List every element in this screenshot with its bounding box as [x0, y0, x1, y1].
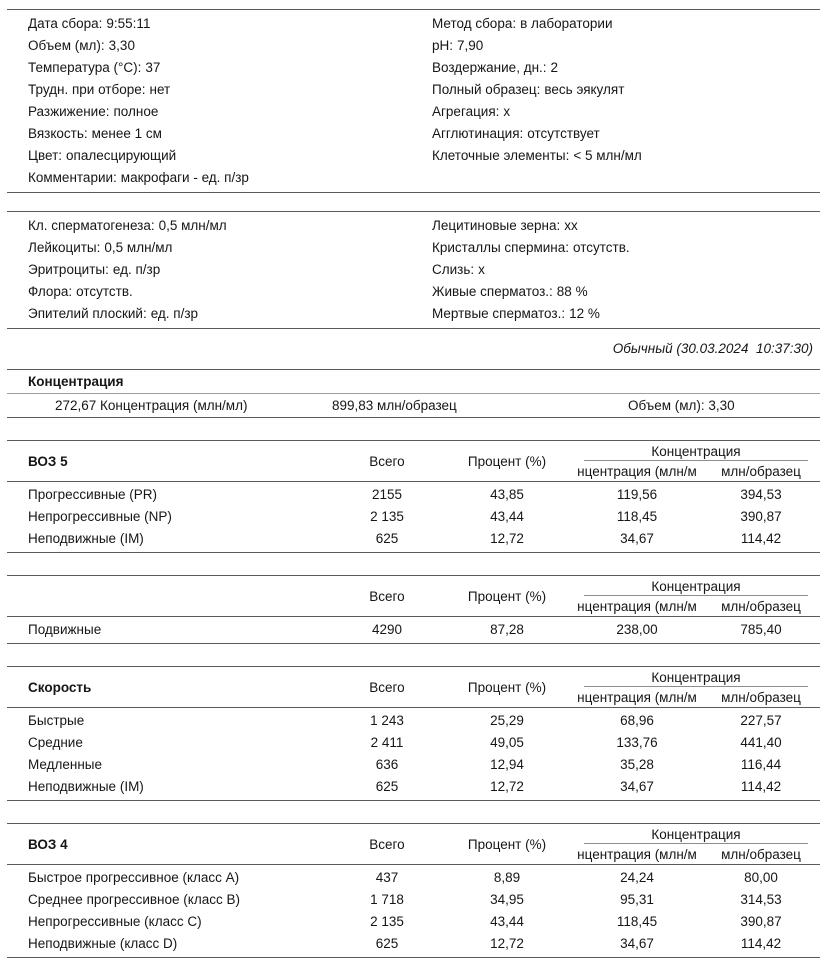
table-header [7, 667, 820, 707]
info-label: Кристаллы спермина: [432, 240, 570, 255]
table-body [0, 482, 827, 552]
info-value: ед. п/зр [112, 262, 161, 277]
header-percent: Процент (%) [467, 836, 547, 852]
table-cell: 34,95 [490, 892, 524, 907]
who4-table [0, 823, 827, 958]
info-row [28, 215, 432, 237]
table-row [7, 506, 820, 528]
table-cell: 49,05 [490, 735, 524, 750]
table-cell: 43,44 [490, 509, 524, 524]
info-row [432, 57, 827, 79]
table-cell: 238,00 [616, 622, 658, 637]
table-cell: 390,87 [740, 509, 782, 524]
concentration-subheaders [572, 690, 820, 707]
table-row [7, 619, 820, 641]
table-cell: 35,28 [620, 757, 654, 772]
info-row [28, 123, 432, 145]
subheader-conc-per-sample: млн/образец [721, 599, 801, 614]
table-body [0, 708, 827, 800]
row-label: Неподвижные (IM) [28, 779, 144, 794]
subheader-conc-per-sample: млн/образец [721, 847, 801, 862]
info-row [28, 237, 432, 259]
subheader-conc-per-ml: нцентрация (млн/м [577, 690, 697, 705]
table-cell: 12,94 [490, 757, 524, 772]
row-label: Быстрое прогрессивное (класс A) [28, 870, 240, 885]
table-row [7, 710, 820, 732]
header-concentration-group [572, 667, 820, 707]
info-label: Вязкость: [28, 126, 88, 141]
info-label: Комментарии: [28, 170, 117, 185]
table-cell: 34,67 [620, 936, 654, 951]
table-cell: 34,67 [620, 779, 654, 794]
info-label: Агглютинация: [432, 126, 524, 141]
info-row [432, 123, 827, 145]
row-label: Средние [28, 735, 83, 750]
info-value: отсутств. [573, 240, 630, 255]
info-label: Мертвые сперматоз.: [432, 306, 566, 321]
header-total: Всего [369, 453, 405, 469]
info-label: Воздержание, дн.: [432, 60, 547, 75]
info-value: ед. п/зр [150, 306, 199, 321]
concentration-title: Концентрация [28, 374, 124, 389]
info-row [28, 35, 432, 57]
subheader-conc-per-sample: млн/образец [721, 464, 801, 479]
table-title: Скорость [28, 679, 92, 695]
info-row [28, 145, 432, 167]
table-cell: 133,76 [616, 735, 658, 750]
info-row [28, 13, 432, 35]
info-label: Трудн. при отборе: [28, 82, 146, 97]
row-label: Подвижные [28, 622, 102, 637]
info-row [432, 215, 827, 237]
info-value: 0,5 млн/мл [158, 218, 227, 233]
info-value: 9:55:11 [106, 16, 151, 31]
info-value: < 5 млн/мл [573, 148, 642, 163]
info-row [28, 167, 432, 189]
microscopy-section [0, 212, 827, 328]
table-cell: 441,40 [740, 735, 782, 750]
table-cell: 394,53 [740, 487, 782, 502]
table-cell: 68,96 [620, 713, 654, 728]
info-value: 37 [145, 60, 161, 75]
info-value: весь эякулят [544, 82, 625, 97]
table-cell: 227,57 [740, 713, 782, 728]
info-value: отсутствует [527, 126, 600, 141]
table-cell: 2 135 [370, 509, 404, 524]
table-body [0, 865, 827, 957]
info-label: pH: [432, 38, 454, 53]
header-concentration: Концентрация [584, 579, 808, 596]
table-row [7, 754, 820, 776]
sample-volume: Объем (мл): 3,30 [628, 398, 735, 413]
info-value: макрофаги - ед. п/зр [120, 170, 249, 185]
table-title: ВОЗ 4 [28, 836, 68, 852]
table-cell: 2155 [371, 487, 403, 502]
table-header [7, 576, 820, 616]
info-label: Полный образец: [432, 82, 541, 97]
info-label: Метод сбора: [432, 16, 517, 31]
speed-table [0, 666, 827, 801]
info-row [432, 145, 827, 167]
table-cell: 2 411 [370, 735, 404, 750]
table-cell: 1 243 [370, 713, 404, 728]
table-cell: 118,45 [616, 509, 658, 524]
info-value: полное [113, 104, 159, 119]
subheader-conc-per-ml: нцентрация (млн/м [577, 599, 697, 614]
table-cell: 12,72 [490, 936, 524, 951]
info-label: Лейкоциты: [28, 240, 101, 255]
table-cell: 12,72 [490, 779, 524, 794]
table-cell: 43,44 [490, 914, 524, 929]
info-row [28, 79, 432, 101]
table-cell: 2 135 [370, 914, 404, 929]
header-concentration: Концентрация [584, 827, 808, 844]
table-cell: 636 [375, 757, 399, 772]
info-value: 88 % [556, 284, 588, 299]
table-cell: 625 [375, 531, 399, 546]
microscopy-left-column [28, 215, 432, 325]
row-label: Прогрессивные (PR) [28, 487, 158, 502]
table-row [7, 732, 820, 754]
header-concentration-group [572, 576, 820, 616]
table-header [7, 441, 820, 481]
info-row [28, 303, 432, 325]
table-cell: 8,89 [493, 870, 521, 885]
table-cell: 12,72 [490, 531, 524, 546]
info-label: Дата сбора: [28, 16, 103, 31]
table-cell: 87,28 [490, 622, 524, 637]
info-label: Агрегация: [432, 104, 500, 119]
table-cell: 43,85 [490, 487, 524, 502]
info-label: Живые сперматоз.: [432, 284, 553, 299]
table-row [7, 867, 820, 889]
table-cell: 114,42 [740, 531, 782, 546]
header-percent: Процент (%) [467, 679, 547, 695]
info-row [432, 281, 827, 303]
table-row [7, 889, 820, 911]
info-value: х [478, 262, 485, 277]
info-row [432, 79, 827, 101]
info-label: Температура (°С): [28, 60, 142, 75]
info-label: Эпителий плоский: [28, 306, 147, 321]
info-row [432, 303, 827, 325]
table-body [0, 617, 827, 643]
report-mode-note: Обычный (30.03.2024 10:37:30) [612, 341, 813, 356]
table-cell: 34,67 [620, 531, 654, 546]
info-label: Клеточные элементы: [432, 148, 570, 163]
info-row [28, 57, 432, 79]
table-cell: 625 [375, 779, 399, 794]
table-row [7, 484, 820, 506]
divider [7, 957, 820, 958]
info-value: 3,30 [108, 38, 135, 53]
row-label: Неподвижные (класс D) [28, 936, 178, 951]
info-label: Кл. сперматогенеза: [28, 218, 155, 233]
motility-table [0, 575, 827, 644]
info-row [432, 237, 827, 259]
info-label: Лецитиновые зерна: [432, 218, 561, 233]
concentration-subheaders [572, 599, 820, 616]
sample-info-section [0, 10, 827, 192]
info-label: Цвет: [28, 148, 63, 163]
info-value: хх [564, 218, 578, 233]
info-value: 2 [550, 60, 559, 75]
table-cell: 116,44 [740, 757, 782, 772]
table-header [7, 824, 820, 864]
concentration-subheaders [572, 847, 820, 864]
table-cell: 80,00 [744, 870, 778, 885]
sample-info-left-column [28, 13, 432, 189]
concentration-per-sample: 899,83 млн/образец [332, 398, 457, 413]
table-cell: 785,40 [740, 622, 782, 637]
info-row [28, 259, 432, 281]
subheader-conc-per-ml: нцентрация (млн/м [577, 847, 697, 862]
concentration-subheaders [572, 464, 820, 481]
header-percent: Процент (%) [467, 453, 547, 469]
row-label: Непрогрессивные (класс C) [28, 914, 202, 929]
table-cell: 114,42 [740, 936, 782, 951]
table-cell: 119,56 [616, 487, 658, 502]
table-cell: 437 [375, 870, 399, 885]
info-value: нет [149, 82, 171, 97]
header-concentration: Концентрация [584, 670, 808, 687]
header-total: Всего [369, 588, 405, 604]
info-value: отсутств. [76, 284, 133, 299]
info-label: Эритроциты: [28, 262, 109, 277]
table-cell: 314,53 [740, 892, 782, 907]
row-label: Неподвижные (IM) [28, 531, 144, 546]
table-row [7, 911, 820, 933]
info-value: опалесцирующий [66, 148, 177, 163]
table-row [7, 776, 820, 798]
subheader-conc-per-sample: млн/образец [721, 690, 801, 705]
row-label: Быстрые [28, 713, 85, 728]
concentration-per-ml: 272,67 Концентрация (млн/мл) [55, 398, 248, 413]
info-label: Разжижение: [28, 104, 110, 119]
table-cell: 25,29 [490, 713, 524, 728]
table-cell: 625 [375, 936, 399, 951]
info-row [432, 13, 827, 35]
info-value: х [503, 104, 511, 119]
info-value: менее 1 см [91, 126, 162, 141]
concentration-values-row [0, 394, 827, 417]
info-row [432, 35, 827, 57]
header-concentration-group [572, 824, 820, 864]
table-cell: 390,87 [740, 914, 782, 929]
table-row [7, 933, 820, 955]
info-row [432, 101, 827, 123]
table-title: ВОЗ 5 [28, 453, 68, 469]
table-cell: 4290 [371, 622, 403, 637]
info-label: Флора: [28, 284, 73, 299]
subheader-conc-per-ml: нцентрация (млн/м [577, 464, 697, 479]
table-cell: 118,45 [616, 914, 658, 929]
row-label: Медленные [28, 757, 102, 772]
table-cell: 95,31 [620, 892, 654, 907]
table-cell: 1 718 [370, 892, 404, 907]
info-row [28, 101, 432, 123]
table-row [7, 528, 820, 550]
header-concentration: Концентрация [584, 444, 808, 461]
row-label: Непрогрессивные (NP) [28, 509, 172, 524]
info-value: 0,5 млн/мл [104, 240, 173, 255]
info-row [28, 281, 432, 303]
info-label: Слизь: [432, 262, 475, 277]
info-value: 12 % [569, 306, 600, 321]
info-row [432, 259, 827, 281]
header-percent: Процент (%) [467, 588, 547, 604]
info-value: 7,90 [457, 38, 484, 53]
info-value: в лаборатории [520, 16, 613, 31]
header-total: Всего [369, 836, 405, 852]
concentration-section [0, 369, 827, 418]
info-label: Объем (мл): [28, 38, 105, 53]
header-concentration-group [572, 441, 820, 481]
sample-info-right-column [432, 13, 827, 189]
table-cell: 114,42 [740, 779, 782, 794]
microscopy-right-column [432, 215, 827, 325]
row-label: Среднее прогрессивное (класс B) [28, 892, 240, 907]
header-total: Всего [369, 679, 405, 695]
table-cell: 24,24 [620, 870, 654, 885]
who5-table [0, 440, 827, 553]
